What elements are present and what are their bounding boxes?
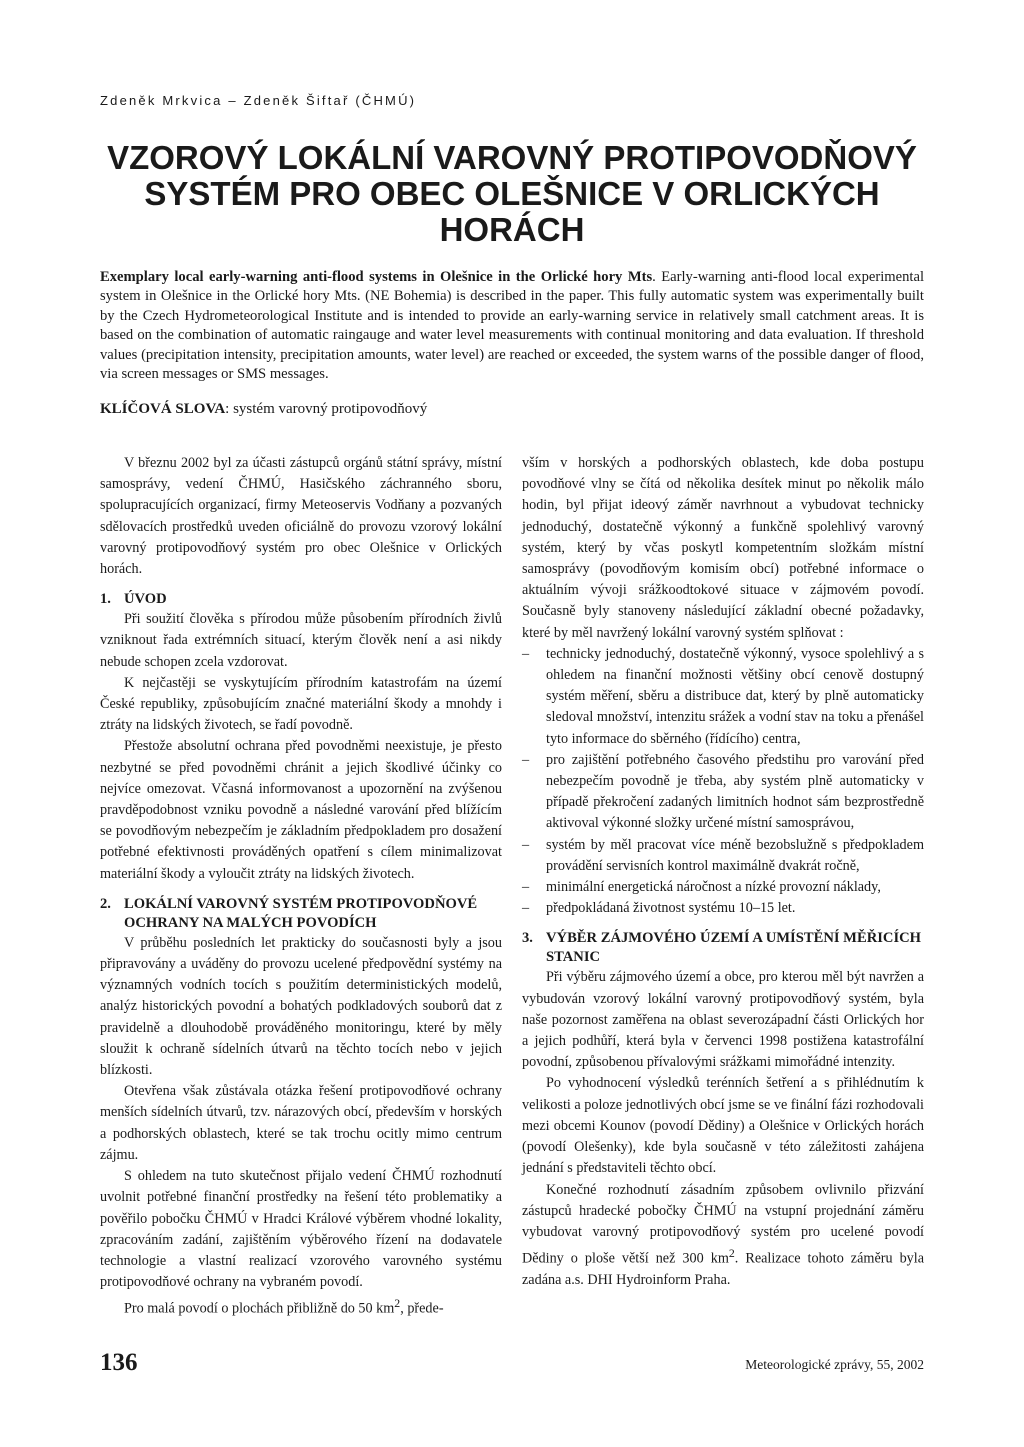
paragraph: K nejčastěji se vyskytujícím přírodním katastrofám na území České republiky, způsobujícím značné materiální škody a mnohdy i ztráty na lidských životech, se řadí povodně. — [100, 674, 502, 734]
journal-citation: Meteorologické zprávy, 55, 2002 — [745, 1357, 924, 1372]
section-1-number: 1. — [100, 591, 111, 608]
paragraph-text: . Realizace tohoto záměru byla zadána a.s. DHI Hydroinform Praha. — [522, 1250, 925, 1289]
section-1-title: ÚVOD — [124, 591, 167, 608]
list-dash: – — [522, 751, 530, 768]
page-number: 136 — [100, 1349, 138, 1376]
paragraph: Při výběru zájmového území a obce, pro kterou měl být navržen a vybudován vzorový lokální varovný protipovodňový systém, byla naše pozornost zaměřena na oblast severozápadní části Orlických hor a jejich podhůří, která byla v červenci 1998 postižena katastrofální povodní, způsobenou přívalovými srážkami mimořádné intenzity. — [522, 969, 924, 1071]
article-title — [100, 140, 924, 248]
abstract-text: . Early-warning anti-flood local experimental system in Olešnice in the Orlické hory Mts. (NE Bohemia) is described in the paper. This fully automatic system was experimentally built by the Czech Hydrometeorological Institute and is intended to provide an early-warning service in relatively small catchment areas. It is based on the combination of automatic raingauge and water level measurements with continual monitoring and data evaluation. If threshold values (precipitation intensity, precipitation amounts, water level) are reached or exceeded, the system warns of the possible danger of flood, via screen messages or SMS messages. — [100, 269, 924, 383]
list-item — [522, 644, 924, 750]
superscript: 2 — [728, 1246, 735, 1261]
section-3-number: 3. — [522, 930, 533, 947]
intro-paragraph: V březnu 2002 byl za účasti zástupců orgánů státní správy, místní samosprávy, vedení ČHMÚ, Hasičského záchranného sboru, spolupracujících organizací, firmy Meteoservis Vodňany a pozvaných sdělovacích prostředků uveden oficiálně do provozu vzorový lokální varovný protipovodňový systém pro obec Olešnice v Orlických horách. — [100, 455, 502, 578]
abstract-title: Exemplary local early-warning anti-flood systems in Olešnice in the Orlické hory Mts — [100, 269, 653, 285]
keywords-text: : systém varovný protipovodňový — [225, 401, 428, 417]
list-item-text: minimální energetická náročnost a nízké provozní náklady, — [546, 879, 881, 896]
paragraph-text: Pro malá povodí o plochách přibližně do 50 km — [124, 1301, 395, 1318]
list-item-text: systém by měl pracovat více méně bezobslužně s předpokladem provádění servisních kontrol maximálně dvakrát ročně, — [546, 836, 924, 874]
abstract — [100, 268, 924, 384]
keywords-label: KLÍČOVÁ SLOVA — [100, 401, 226, 417]
list-item-text: předpokládaná životnost systému 10–15 let. — [546, 900, 796, 917]
title-line-2: SYSTÉM PRO OBEC OLEŠNICE V ORLICKÝCH — [144, 175, 880, 212]
section-2-heading — [100, 895, 502, 933]
paragraph: Po vyhodnocení výsledků terénních šetření a s přihlédnutím k velikosti a poloze jednotlivých obcí jsme se ve finální fázi rozhodovali mezi obcemi Kounov (povodí Dědiny) a Olešnice v Orlických horách (povodí Olešenky), kde byla současně v této záležitosti zahájena jednání s představiteli těchto obcí. — [522, 1075, 924, 1177]
list-item — [522, 898, 924, 919]
paragraph: V průběhu posledních let prakticky do současnosti byly a jsou připravovány a uváděny do provozu ucelené předpovědní systémy na významných vodních tocích s použitím deterministických modelů, analýz historických povodní a bohatých podkladových souborů dat z pravidelně a dlouhodobě prováděného monitoringu, které by měly sloužit k ochraně sídelních útvarů na těchto tocích nebo v jejich blízkosti. — [100, 934, 502, 1079]
paragraph: Při soužití člověka s přírodou může působením přírodních živlů vzniknout řada extrémních situací, kterým člověk není a asi nikdy nebude schopen zcela vzdorovat. — [100, 611, 502, 670]
list-dash: – — [522, 900, 530, 917]
requirements-list — [522, 644, 924, 920]
section-3-title: VÝBĚR ZÁJMOVÉHO ÚZEMÍ A UMÍSTĚNÍ MĚŘICÍCH STANIC — [546, 930, 922, 966]
list-item-text: pro zajištění potřebného časového předstihu pro varování před nebezpečím povodně je třeba, aby systém plně automaticky v případě překročení zadaných limitních hodnot sám bezprostředně aktivoval výkonné složky určené místní samosprávou, — [546, 751, 924, 832]
paragraph: Otevřena však zůstávala otázka řešení protipovodňové ochrany menších sídelních útvarů, tzv. nárazových obcí, především v horských a podhorských oblastech, které se tak trochu ocitly mimo centrum zájmu. — [100, 1083, 502, 1163]
paragraph: S ohledem na tuto skutečnost přijalo vedení ČHMÚ rozhodnutí uvolnit potřebné finanční prostředky na řešení této problematiky a pověřilo pobočku ČHMÚ v Hradci Králové výběrem vhodné lokality, zpracováním zadání, zajištěním výběrového řízení na dodavatele technologie a vlastní realizací vzorového varovného systému protipovodňové ochrany na vybraném povodí. — [100, 1168, 502, 1291]
section-3-heading — [522, 929, 924, 967]
right-column — [522, 453, 924, 1291]
section-2-title: LOKÁLNÍ VAROVNÝ SYSTÉM PROTIPOVODŇOVÉ OCHRANY NA MALÝCH POVODÍCH — [124, 895, 478, 931]
list-dash: – — [522, 879, 530, 896]
keywords — [100, 401, 427, 418]
paragraph-text: , přede- — [400, 1301, 444, 1318]
list-item — [522, 877, 924, 898]
section-1-heading — [100, 590, 502, 609]
paragraph: Přestože absolutní ochrana před povodněmi neexistuje, je přesto nezbytné se před povodněmi chránit a jejich škodlivé účinky co nejvíce omezovat. Včasná informovanost a upozornění na zvýšenou pravděpodobnost vzniku povodně a následné varování před blížícím se povodňovým nebezpečím je základním předpokladem pro dosažení potřebné efektivnosti prováděných opatření s cílem minimalizovat materiální škody a vyloučit ztráty na lidských životech. — [100, 738, 502, 882]
authors-line: Zdeněk Mrkvica – Zdeněk Šiftař (ČHMÚ) — [100, 93, 417, 108]
list-dash: – — [522, 645, 530, 662]
title-line-1: VZOROVÝ LOKÁLNÍ VAROVNÝ PROTIPOVODŇOVÝ — [107, 139, 917, 176]
superscript: 2 — [394, 1296, 401, 1311]
list-dash: – — [522, 836, 530, 853]
list-item — [522, 835, 924, 877]
section-2-number: 2. — [100, 895, 111, 912]
title-line-3: HORÁCH — [439, 211, 585, 248]
paragraph — [522, 1180, 924, 1292]
paragraph-text: Konečné rozhodnutí zásadním způsobem ovlivnilo přizvání zástupců hradecké pobočky ČHMÚ na vstupní projednání záměru vybudovat varovný protipovodňový systém pro ucelené povodí Dědiny o ploše větší než 300 km — [522, 1181, 924, 1267]
left-column — [100, 453, 502, 1320]
list-item-text: technicky jednoduchý, dostatečně výkonný, vysoce spolehlivý a s ohledem na finanční možnosti většiny obcí cenově dostupný systém měření, sběru a distribuce dat, který by plně automaticky sledoval množství, intenzitu srážek a vodní stav na toku a přenášel tyto informace do sběrného (řídícího) centra, — [546, 645, 924, 747]
list-item — [522, 750, 924, 835]
continued-paragraph: vším v horských a podhorských oblastech, kde doba postupu povodňové vlny se čítá od několika desítek minut po několik málo hodin, byl přijat ideový záměr navrhnout a vybudovat technicky jednoduchý, dostatečně výkonný a funkčně spolehlivý varovný systém, který by včas poskytl kompetentním složkám místní samosprávy (povodňovým komisím obcí) potřebné informace o aktuálním vývoji srážkoodtokové situace v zájmovém povodí. Současně byly stanoveny následující základní obecné požadavky, které by měl navržený lokální varovný systém splňovat : — [522, 455, 924, 641]
paragraph — [100, 1293, 502, 1320]
